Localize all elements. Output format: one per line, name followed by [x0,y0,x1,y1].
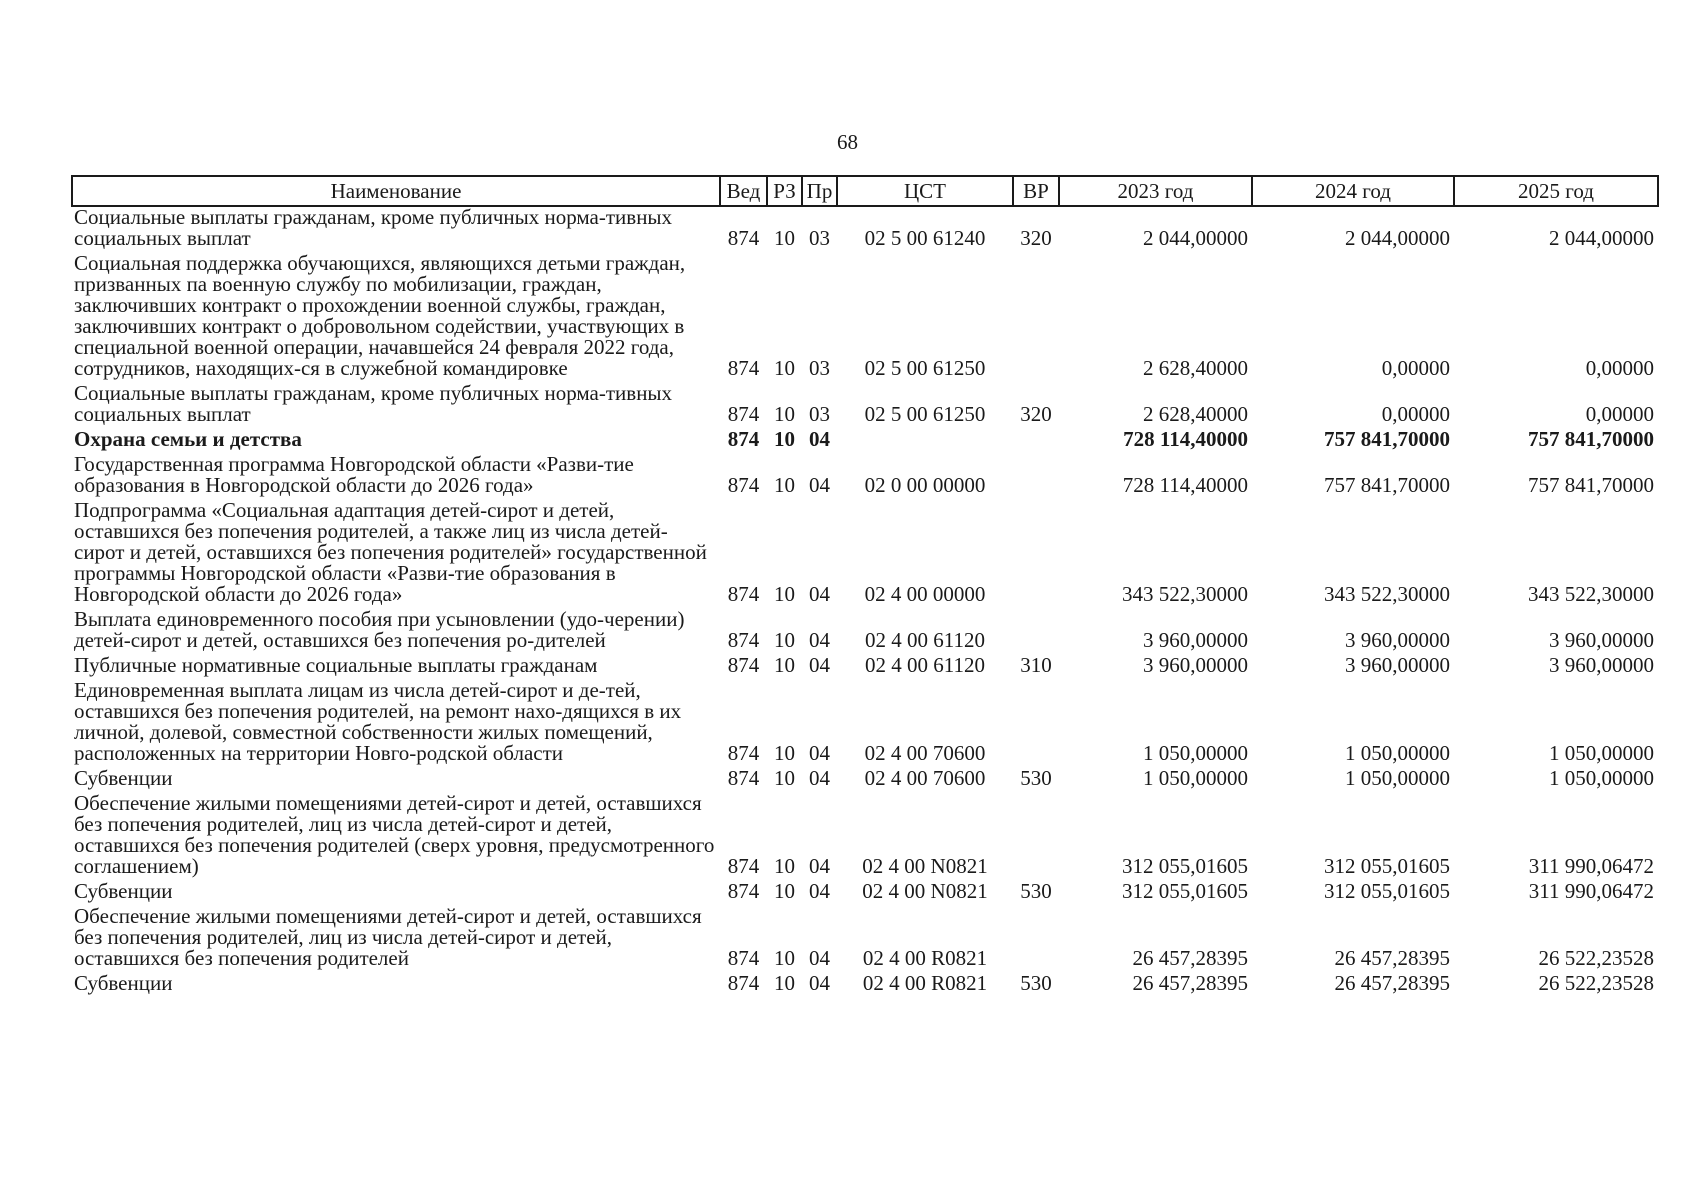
row-name: Социальные выплаты гражданам, кроме публичных норма-тивных социальных выплат [74,381,673,426]
header-rz: РЗ [767,176,802,206]
header-vr: ВР [1013,176,1059,206]
row-2024: 0,00000 [1381,402,1450,426]
row-name: Субвенции [74,879,173,903]
row-ved: 874 [727,854,760,878]
row-rz: 10 [774,628,795,652]
row-rz: 10 [774,741,795,765]
table-row [72,881,1658,906]
row-vr: 530 [1020,879,1052,903]
budget-table [71,175,1659,998]
row-2025: 3 960,00000 [1549,628,1654,652]
row-cst [837,429,1013,454]
row-pr: 04 [809,854,830,878]
row-vr: 530 [1020,766,1052,790]
table-row [72,680,1658,768]
row-rz: 10 [774,971,795,995]
row-rz: 10 [774,582,795,606]
row-vr: 320 [1020,226,1052,250]
row-vr: 320 [1020,402,1052,426]
row-pr: 04 [809,946,830,970]
row-2024: 3 960,00000 [1345,653,1450,677]
row-ved: 874 [727,653,760,677]
row-vr: 530 [1020,971,1052,995]
table-row [72,906,1658,973]
header-2023: 2023 год [1059,176,1252,206]
table-row [72,500,1658,609]
row-2023: 1 050,00000 [1143,766,1248,790]
row-rz: 10 [774,766,795,790]
row-pr: 03 [809,356,830,380]
row-rz: 10 [774,854,795,878]
row-pr: 03 [809,226,830,250]
table-row [72,253,1658,383]
row-2023: 312 055,01605 [1122,854,1248,878]
row-rz: 10 [774,427,795,451]
row-2024: 312 055,01605 [1324,879,1450,903]
table-row [72,206,1658,253]
row-2023: 728 114,40000 [1122,473,1248,497]
row-rz: 10 [774,473,795,497]
table-row [72,973,1658,998]
row-ved: 874 [727,628,760,652]
row-cst: 02 4 00 N0821 [862,879,988,903]
row-vr [1013,680,1059,768]
row-2023: 2 628,40000 [1143,356,1248,380]
row-2025: 26 522,23528 [1538,946,1654,970]
table-header-row [72,176,1658,206]
row-name: Выплата единовременного пособия при усыновлении (удо-черении) детей-сирот и детей, оставшихся без попечения ро-дителей [74,607,685,652]
row-2023: 26 457,28395 [1132,971,1248,995]
row-ved: 874 [727,473,760,497]
row-2023: 343 522,30000 [1122,582,1248,606]
table-row [72,609,1658,655]
header-ved: Вед [720,176,767,206]
row-2023: 2 044,00000 [1143,226,1248,250]
row-name: Социальные выплаты гражданам, кроме публичных норма-тивных социальных выплат [74,205,673,250]
row-pr: 04 [809,628,830,652]
row-cst: 02 4 00 R0821 [862,971,988,995]
row-vr [1013,500,1059,609]
row-2024: 2 044,00000 [1345,226,1450,250]
row-2023: 312 055,01605 [1122,879,1248,903]
row-cst: 02 5 00 61250 [864,402,986,426]
row-ved: 874 [727,971,760,995]
row-ved: 874 [727,879,760,903]
table-body [72,206,1658,998]
header-2024: 2024 год [1252,176,1454,206]
row-2025: 1 050,00000 [1549,766,1654,790]
row-name: Социальная поддержка обучающихся, являющихся детьми граждан, призванных па военную службу по мобилизации, граждан, заключивших контракт о прохождении военной службы, граждан, заключивших контракт о добровольном содействии, участвующих в специальной военной операции, начавшейся 24 февраля 2022 года, сотрудников, находящих-ся в служебной командировке [74,251,686,380]
row-cst: 02 0 00 00000 [864,473,986,497]
row-2024: 26 457,28395 [1334,946,1450,970]
row-2025: 26 522,23528 [1538,971,1654,995]
row-name: Подпрограмма «Социальная адаптация детей-сирот и детей, оставшихся без попечения родителей, а также лиц из числа детей-сирот и детей, оставшихся без попечения родителей» государственной программы Новгородской области «Разви-тие образования в Новгородской области до 2026 года» [74,498,707,606]
row-2025: 311 990,06472 [1528,879,1654,903]
row-cst: 02 4 00 70600 [864,766,986,790]
row-2025: 0,00000 [1585,402,1654,426]
row-ved: 874 [727,427,760,451]
row-name: Единовременная выплата лицам из числа детей-сирот и де-тей, оставшихся без попечения родителей, на ремонт нахо-дящихся в их личной, долевой, совместной собственности жилых помещений, расположенных на территории Новго-родской области [74,678,682,765]
row-2023: 26 457,28395 [1132,946,1248,970]
table-row [72,383,1658,429]
row-2023: 728 114,40000 [1123,427,1248,451]
row-name: Субвенции [74,766,173,790]
row-ved: 874 [727,582,760,606]
row-2024: 757 841,70000 [1324,427,1450,451]
row-cst: 02 4 00 61120 [865,653,985,677]
row-pr: 04 [809,766,830,790]
row-pr: 04 [809,879,830,903]
row-2024: 312 055,01605 [1324,854,1450,878]
row-2025: 757 841,70000 [1528,473,1654,497]
row-rz: 10 [774,356,795,380]
row-pr: 04 [809,582,830,606]
row-2025: 1 050,00000 [1549,741,1654,765]
row-ved: 874 [727,766,760,790]
row-pr: 04 [809,473,830,497]
row-cst: 02 4 00 00000 [864,582,986,606]
row-pr: 04 [809,741,830,765]
page-number: 68 [837,130,858,154]
row-ved: 874 [727,402,760,426]
row-2024: 1 050,00000 [1345,766,1450,790]
row-name: Обеспечение жилыми помещениями детей-сирот и детей, оставшихся без попечения родителей, лиц из числа детей-сирот и детей, оставшихся без попечения родителей [74,904,702,970]
row-2025: 343 522,30000 [1528,582,1654,606]
row-2024: 3 960,00000 [1345,628,1450,652]
row-2023: 3 960,00000 [1143,628,1248,652]
header-pr: Пр [802,176,837,206]
row-name: Публичные нормативные социальные выплаты гражданам [74,653,598,677]
row-cst: 02 4 00 N0821 [862,854,988,878]
table-row [72,454,1658,500]
row-2024: 343 522,30000 [1324,582,1450,606]
row-2025: 2 044,00000 [1549,226,1654,250]
row-rz: 10 [774,946,795,970]
row-vr [1013,609,1059,655]
row-pr: 04 [809,653,830,677]
row-2024: 1 050,00000 [1345,741,1450,765]
row-cst: 02 4 00 R0821 [862,946,988,970]
row-name: Государственная программа Новгородской области «Разви-тие образования в Новгородской области до 2026 года» [74,452,634,497]
row-vr [1013,253,1059,383]
row-cst: 02 5 00 61250 [864,356,986,380]
row-2023: 1 050,00000 [1143,741,1248,765]
row-vr [1013,906,1059,973]
row-vr: 310 [1020,653,1052,677]
row-ved: 874 [727,356,760,380]
header-2025: 2025 год [1454,176,1658,206]
row-2025: 311 990,06472 [1528,854,1654,878]
row-rz: 10 [774,653,795,677]
table-row [72,793,1658,881]
row-cst: 02 5 00 61240 [864,226,986,250]
row-cst: 02 4 00 70600 [864,741,986,765]
row-2023: 2 628,40000 [1143,402,1248,426]
table-row [72,655,1658,680]
row-pr: 04 [809,427,830,451]
row-2024: 757 841,70000 [1324,473,1450,497]
row-name: Субвенции [74,971,173,995]
row-2023: 3 960,00000 [1143,653,1248,677]
row-pr: 03 [809,402,830,426]
row-ved: 874 [727,741,760,765]
row-vr [1013,793,1059,881]
header-name: Наименование [72,176,720,206]
row-vr [1013,429,1059,454]
table-row [72,429,1658,454]
row-pr: 04 [809,971,830,995]
row-ved: 874 [727,226,760,250]
row-cst: 02 4 00 61120 [865,628,985,652]
row-vr [1013,454,1059,500]
row-rz: 10 [774,879,795,903]
table-row [72,768,1658,793]
row-rz: 10 [774,402,795,426]
row-ved: 874 [727,946,760,970]
row-2025: 0,00000 [1585,356,1654,380]
row-name: Обеспечение жилыми помещениями детей-сирот и детей, оставшихся без попечения родителей, лиц из числа детей-сирот и детей, оставшихся без попечения родителей (сверх уровня, предусмотренного соглашением) [74,791,715,878]
row-2025: 3 960,00000 [1549,653,1654,677]
row-name: Охрана семьи и детства [74,427,302,451]
header-cst: ЦСТ [837,176,1013,206]
row-rz: 10 [774,226,795,250]
row-2024: 0,00000 [1381,356,1450,380]
row-2024: 26 457,28395 [1334,971,1450,995]
row-2025: 757 841,70000 [1528,427,1654,451]
